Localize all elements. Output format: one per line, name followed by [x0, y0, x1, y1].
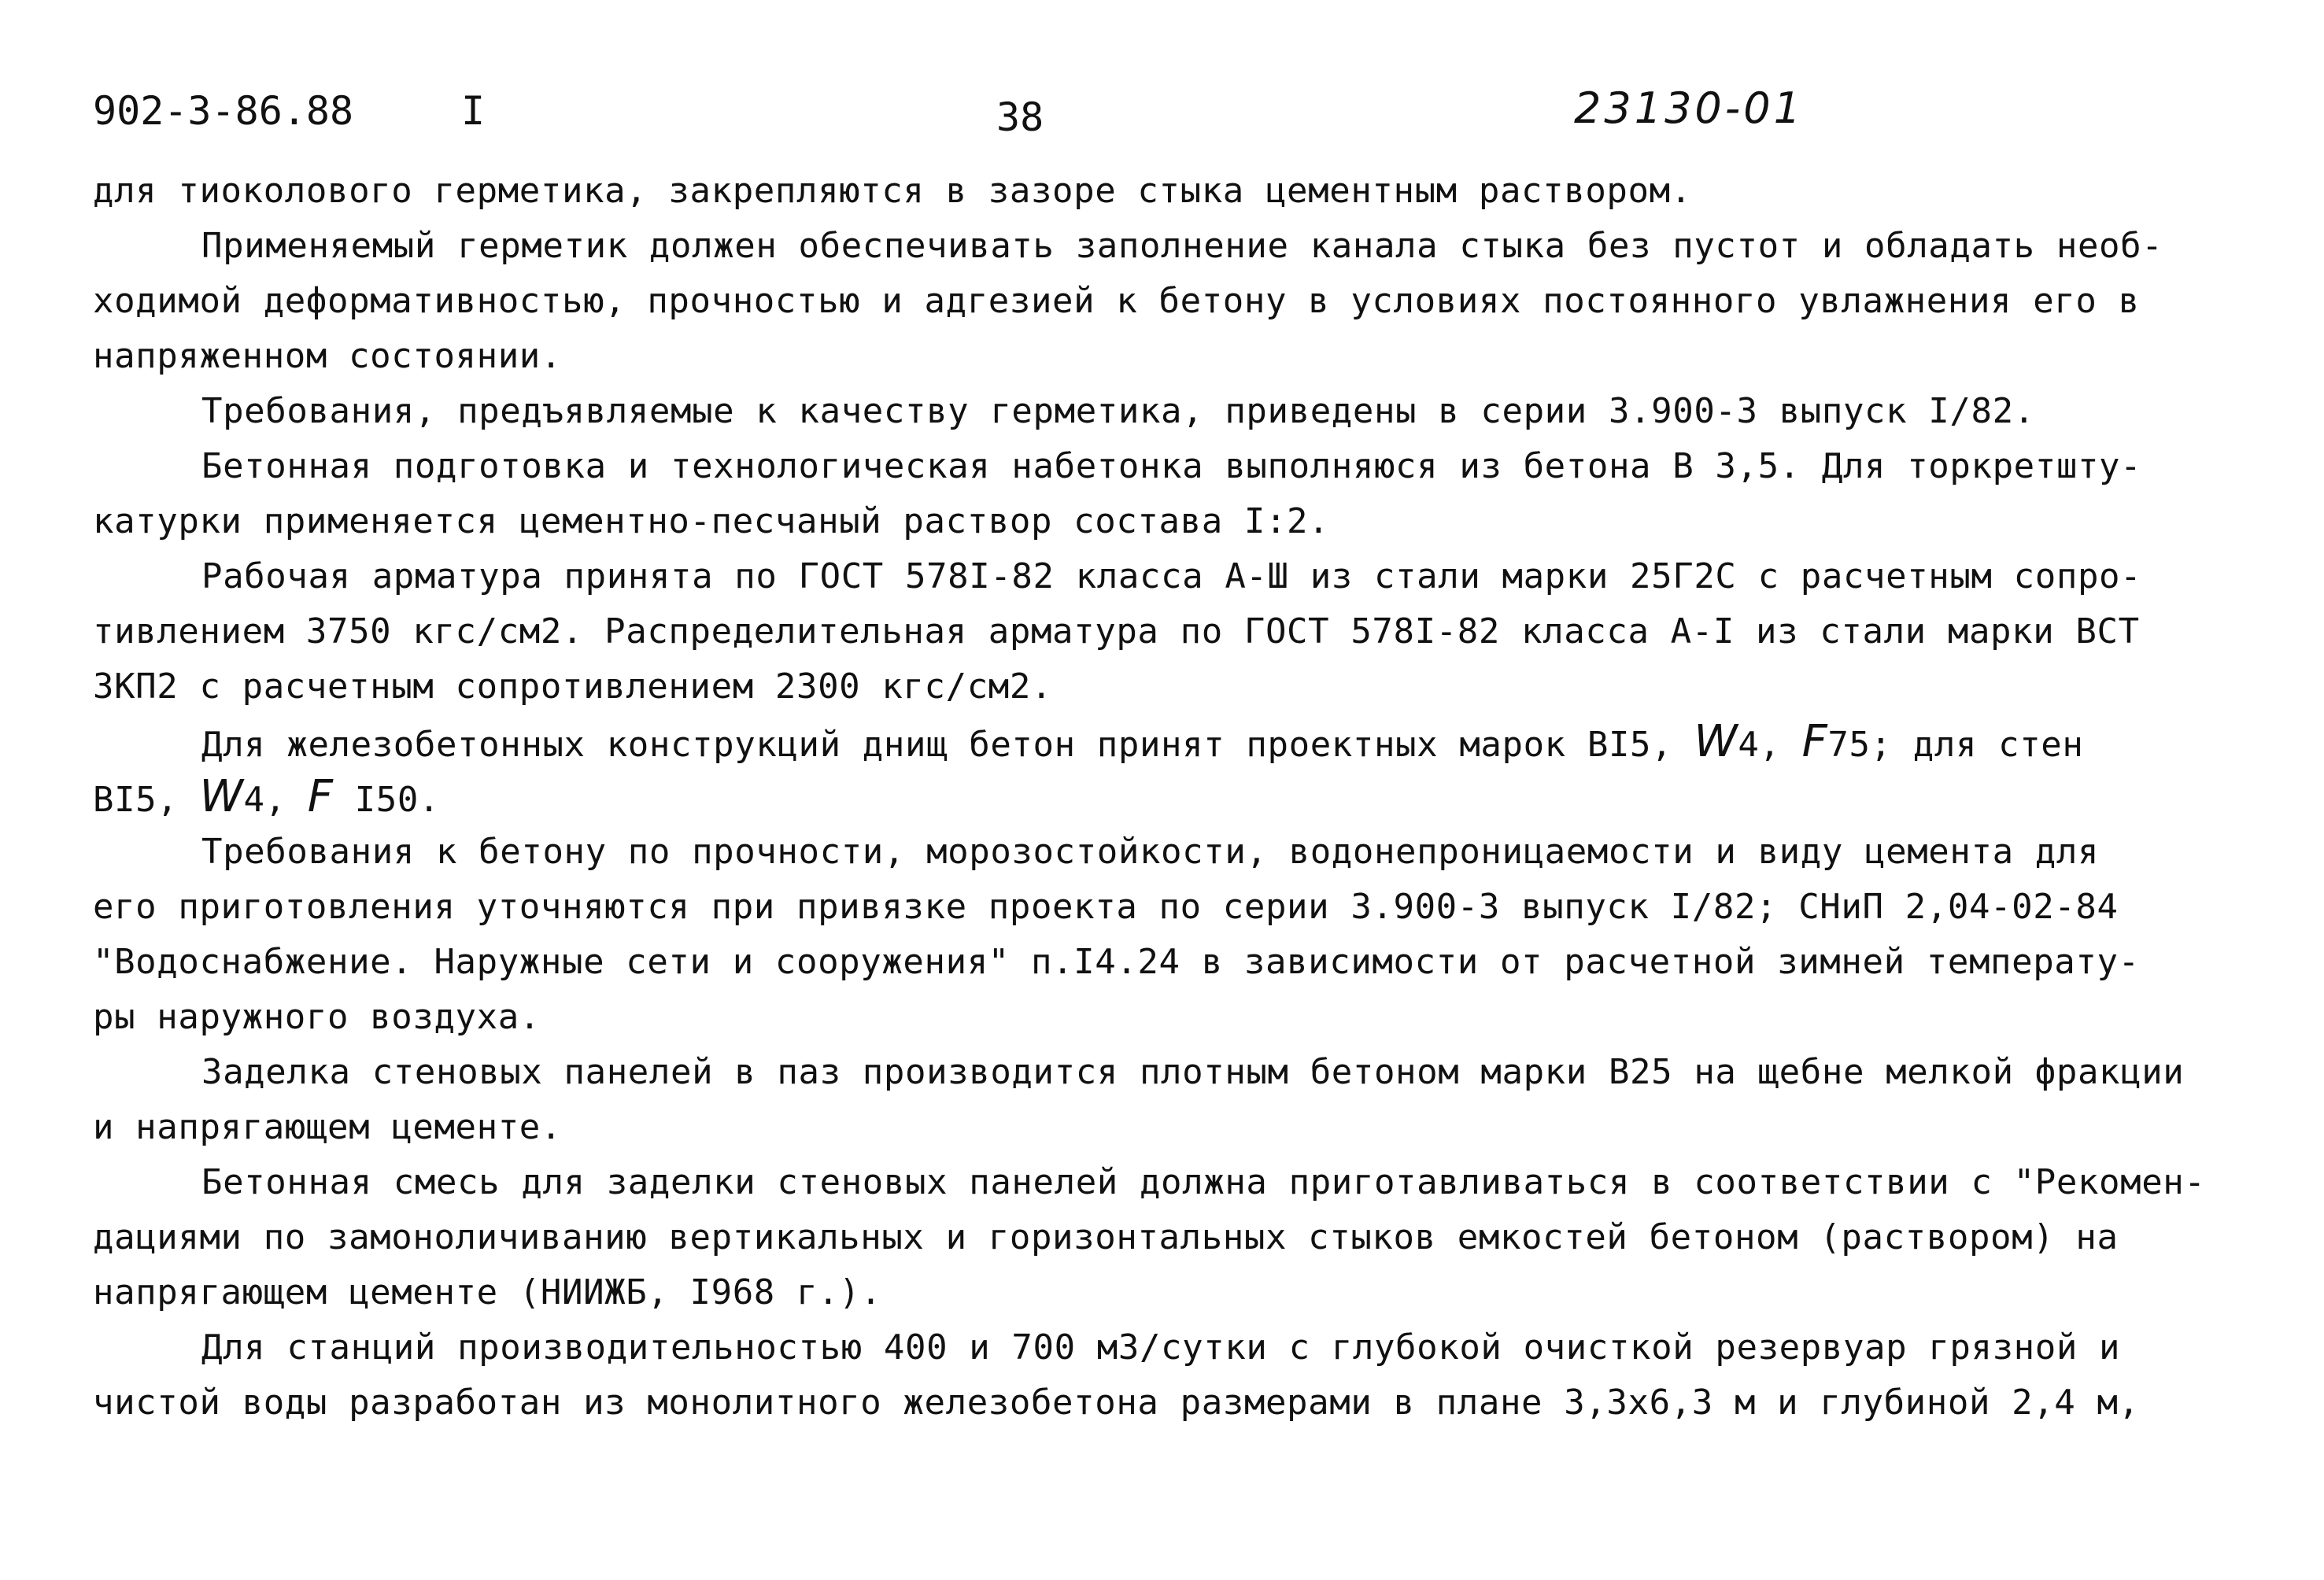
text-line: Заделка стеновых панелей в паз производится плотным бетоном марки В25 на щебне мелкой фракции	[201, 1052, 2185, 1092]
text-segment: ВI5,	[93, 780, 179, 820]
text-line: Бетонная смесь для заделки стеновых панелей должна приготавливаться в соответствии с "Рекомен-	[201, 1162, 2206, 1202]
text-line: напряженном состоянии.	[93, 336, 562, 376]
text-line: Рабочая арматура принята по ГОСТ 578I-82 класса А-Ш из стали марки 25Г2С с расчетным сопро-	[201, 556, 2142, 596]
text-line: чистой воды разработан из монолитного железобетона размерами в плане 3,3х6,3 м и глубиной 2,4 м,	[93, 1382, 2140, 1423]
text-segment: I50.	[354, 780, 441, 820]
page-number: 38	[996, 94, 1044, 140]
text-line: и напрягающем цементе.	[93, 1107, 562, 1147]
text-line: катурки применяется цементно-песчаный раствор состава I:2.	[93, 501, 1330, 541]
text-line: ходимой деформативностью, прочностью и адгезией к бетону в условиях постоянного увлажнения его в	[93, 281, 2140, 321]
text-line: Требования, предъявляемые к качеству герметика, приведены в серии 3.900-3 выпуск I/82.	[201, 391, 2035, 431]
text-line: ЗКП2 с расчетным сопротивлением 2300 кгс/см2.	[93, 666, 1053, 707]
handwritten-mark: F	[307, 771, 334, 822]
text-line: Применяемый герметик должен обеспечивать заполнение канала стыка без пустот и обладать необ-	[201, 226, 2163, 266]
volume-number: I	[461, 88, 486, 134]
text-line: напрягающем цементе (НИИЖБ, I968 г.).	[93, 1272, 882, 1312]
text-line: Для станций производительностью 400 и 700 м3/сутки с глубокой очисткой резервуар грязной и	[201, 1327, 2121, 1368]
text-line: дациями по замоноличиванию вертикальных и горизонтальных стыков емкостей бетоном (раствором) на	[93, 1217, 2119, 1257]
text-line: Бетонная подготовка и технологическая набетонка выполняюся из бетона В 3,5. Для торкретшту-	[201, 446, 2142, 486]
text-line: Требования к бетону по прочности, морозостойкости, водонепроницаемости и виду цемента для	[201, 832, 2100, 872]
inventory-number: 23130-01	[1574, 83, 1804, 133]
handwritten-mark: W	[1694, 716, 1738, 767]
handwritten-mark: W	[199, 771, 244, 822]
text-segment: 4,	[243, 780, 286, 820]
text-segment: 4,	[1738, 725, 1781, 765]
document-code: 902-3-86.88	[93, 88, 354, 134]
text-segment: 75; для стен	[1827, 725, 2084, 765]
text-line: ры наружного воздуха.	[93, 997, 541, 1037]
text-line	[93, 714, 2249, 770]
handwritten-mark: F	[1801, 716, 1828, 767]
body-text	[93, 164, 2249, 1430]
text-line: для тиоколового герметика, закрепляются в зазоре стыка цементным раствором.	[93, 171, 1692, 211]
text-line: тивлением 3750 кгс/см2. Распределительная арматура по ГОСТ 578I-82 класса А-I из стали марки ВСТ	[93, 611, 2140, 652]
text-segment: Для железобетонных конструкций днищ бетон принят проектных марок ВI5,	[201, 725, 1673, 765]
text-line: его приготовления уточняются при привязке проекта по серии 3.900-3 выпуск I/82; СНиП 2,04-02-84	[93, 887, 2119, 927]
text-line	[93, 770, 2249, 825]
page-header	[0, 83, 2324, 151]
text-line: "Водоснабжение. Наружные сети и сооружения" п.I4.24 в зависимости от расчетной зимней температу-	[93, 942, 2140, 982]
